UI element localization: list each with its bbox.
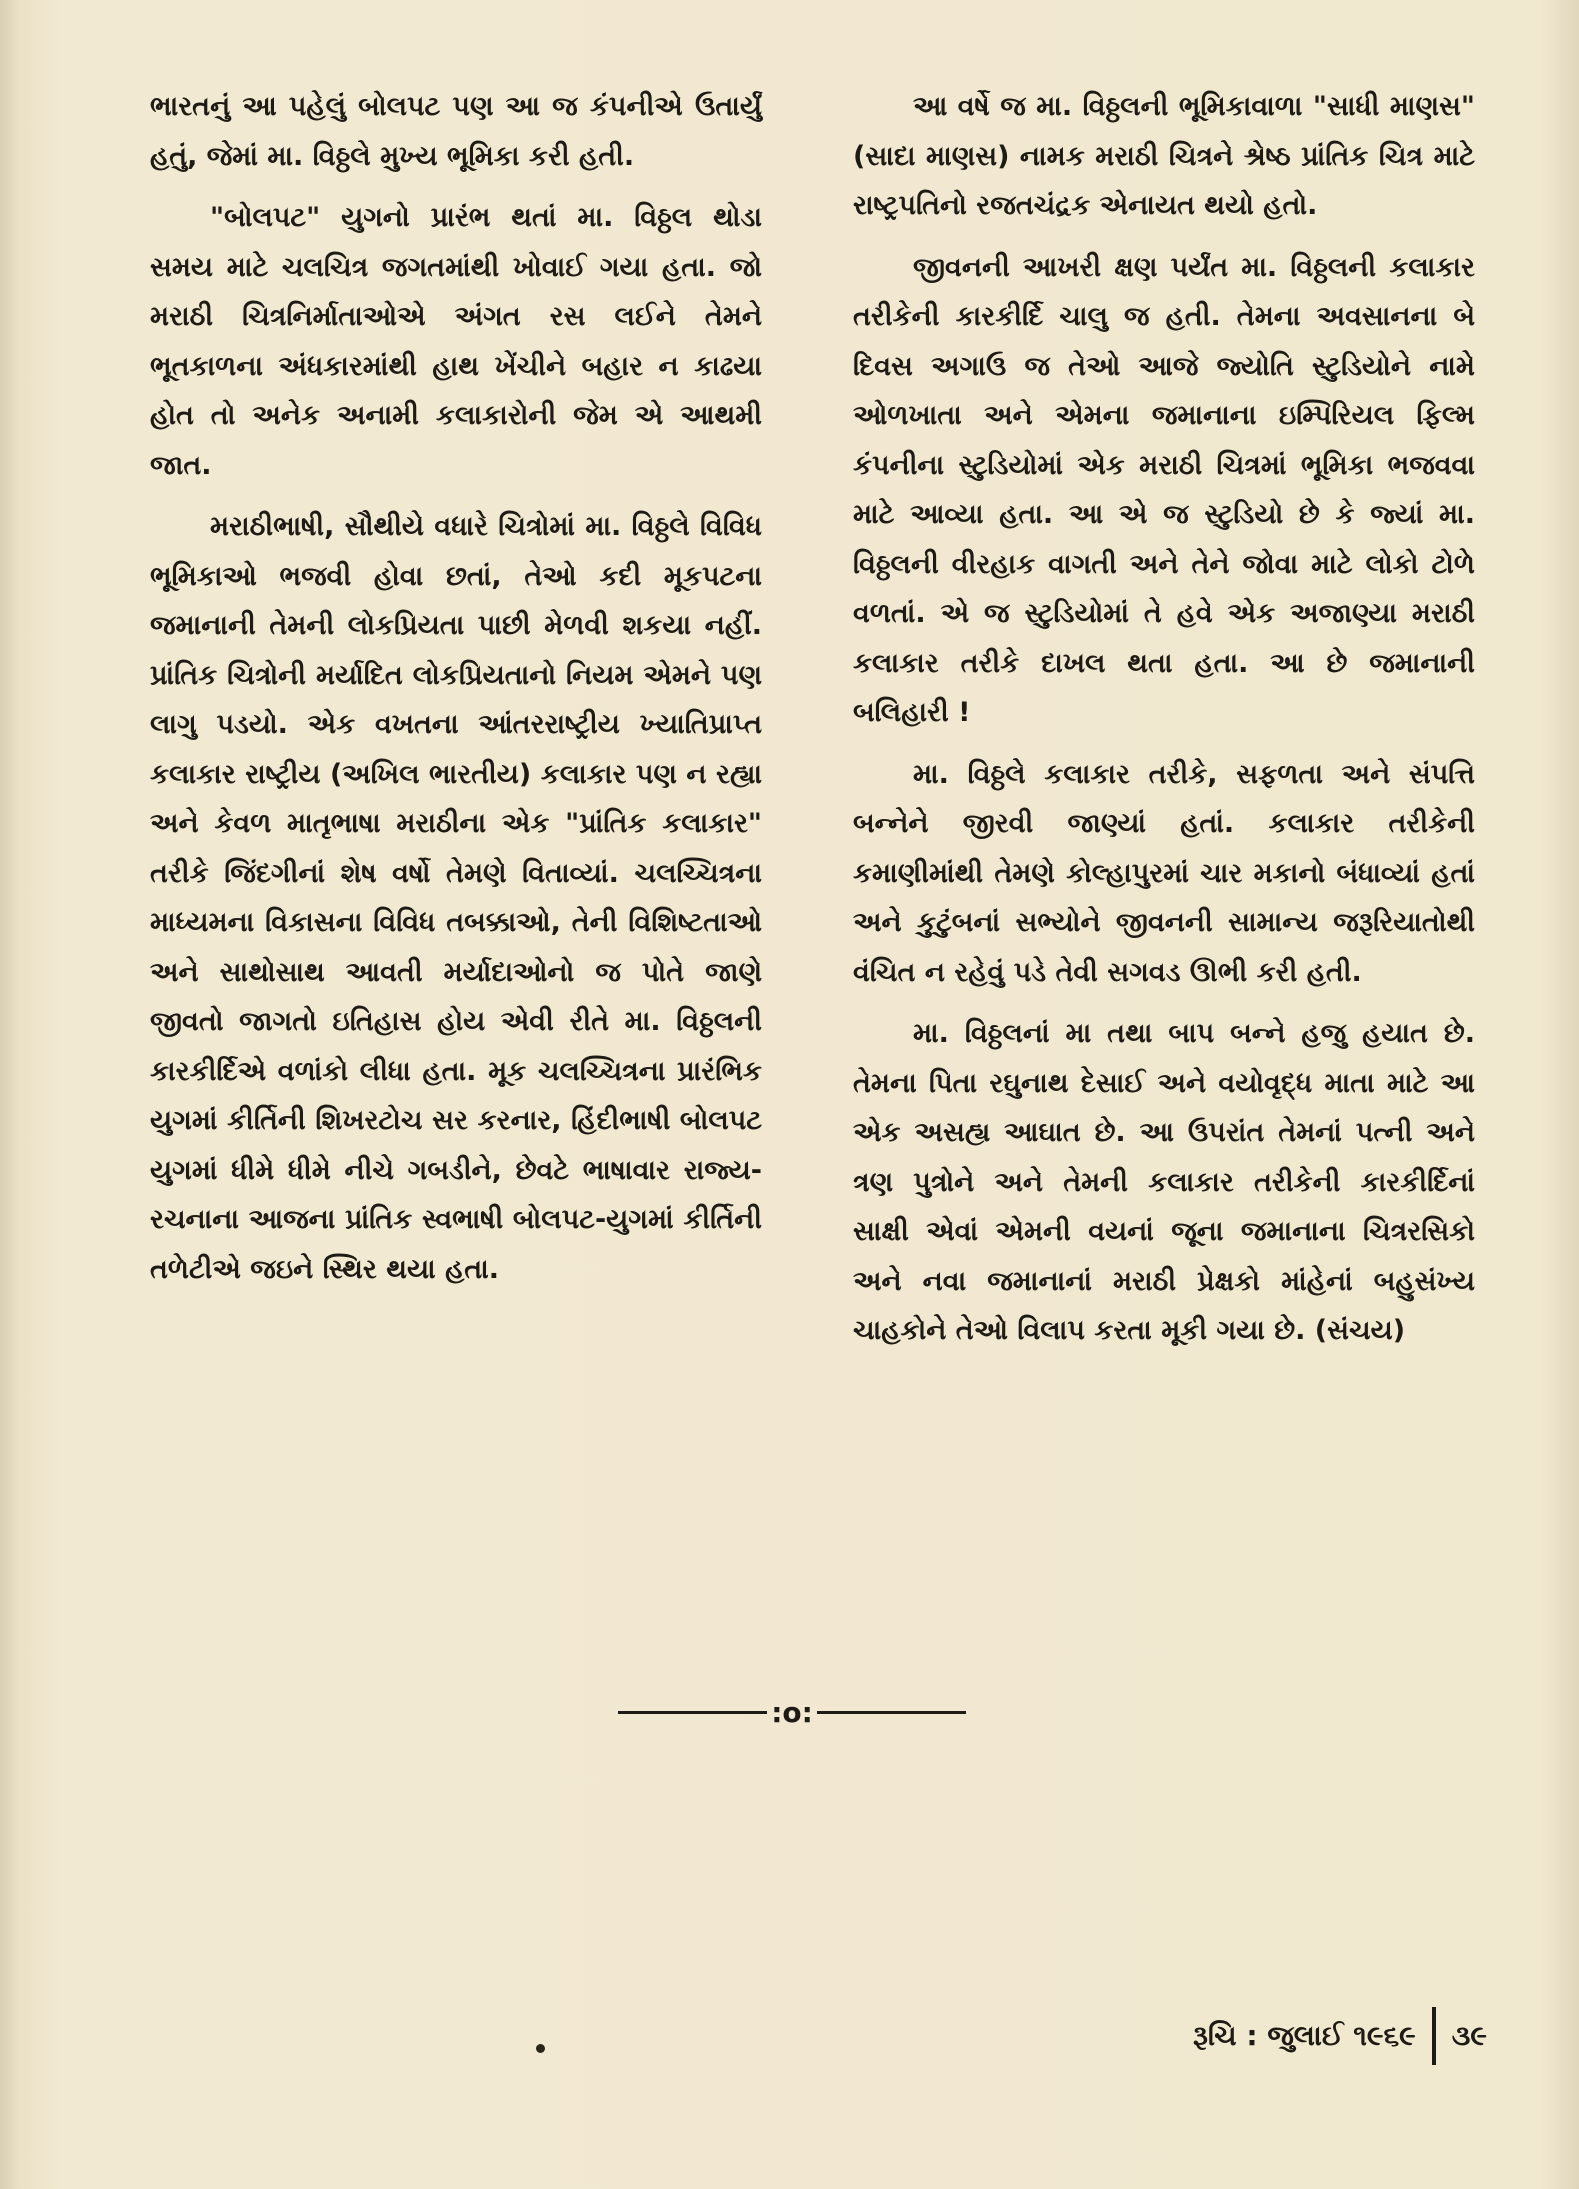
left-column [150,82,762,1306]
ink-speck [536,2044,545,2053]
divider-mark: :o: [771,1695,813,1729]
divider-line-right [817,1711,966,1714]
paragraph: મરાઠીભાષી, સૌથીયે વધારે ચિત્રોમાં મા. વિઠ્ઠલે વિવિધ ભૂમિકાઓ ભજવી હોવા છતાં, તેઓ કદી મૂકપટના જમાનાની તેમની લોકપ્રિયતા પાછી મેળવી શકયા નહીં. પ્રાંતિક ચિત્રોની મર્યાદિત લોકપ્રિયતાનો નિયમ એમને પણ લાગુ પડયો. એક વખતના આંતરરાષ્ટ્રીય ખ્યાતિપ્રાપ્ત કલાકાર રાષ્ટ્રીય (અખિલ ભારતીય) કલાકાર પણ ન રહ્યા અને કેવળ માતૃભાષા મરાઠીના એક "પ્રાંતિક કલાકાર" તરીકે જિંદગીનાં શેષ વર્ષો તેમણે વિતાવ્યાં. ચલચ્ચિત્રના માધ્યમના વિકાસના વિવિધ તબક્કાઓ, તેની વિશિષ્ટતાઓ અને સાથોસાથ આવતી મર્યાદાઓનો જ પોતે જાણે જીવતો જાગતો ઇતિહાસ હોય એવી રીતે મા. વિઠ્ઠલની કારકીર્દિએ વળાંકો લીધા હતા. મૂક ચલચ્ચિત્રના પ્રારંભિક યુગમાં કીર્તિની શિખરટોચ સર કરનાર, હિંદીભાષી બોલપટ યુગમાં ધીમે ધીમે નીચે ગબડીને, છેવટે ભાષાવાર રાજ્ય-રચનાના આજના પ્રાંતિક સ્વભાષી બોલપટ-યુગમાં કીર્તિની તળેટીએ જઇને સ્થિર થયા હતા. [150,511,762,1285]
section-divider [618,1692,966,1732]
paragraph: ભારતનું આ પહેલું બોલપટ પણ આ જ કંપનીએ ઉતાર્યું હતું, જેમાં મા. વિઠ્ઠલે મુખ્ય ભૂમિકા કરી હતી. [150,91,762,172]
paragraph: મા. વિઠ્ઠલનાં મા તથા બાપ બન્ને હજુ હયાત છે. તેમના પિતા રઘુનાથ દેસાઈ અને વયોવૃદ્ધ માતા માટે આ એક અસહ્ય આઘાત છે. આ ઉપરાંત તેમનાં પત્ની અને ત્રણ પુત્રોને અને તેમની કલાકાર તરીકેની કારકીર્દિનાં સાક્ષી એવાં એમની વયનાં જૂના જમાનાના ચિત્રરસિકો અને નવા જમાનાનાં મરાઠી પ્રેક્ષકો માંહેનાં બહુસંખ્ય ચાહકોને તેઓ વિલાપ કરતા મૂકી ગયા છે. (સંચય) [853,1018,1475,1346]
issue-label: રૂચિ : જુલાઈ ૧૯૬૯ [1193,2019,1416,2052]
divider-line-left [618,1711,767,1714]
right-column [853,82,1475,1368]
page-number: ૩૯ [1451,2019,1487,2052]
paragraph: મા. વિઠ્ઠલે કલાકાર તરીકે, સફળતા અને સંપત્તિ બન્નેને જીરવી જાણ્યાં હતાં. કલાકાર તરીકેની કમાણીમાંથી તેમણે કોલ્હાપુરમાં ચાર મકાનો બંધાવ્યાં હતાં અને કુટુંબનાં સભ્યોને જીવનની સામાન્ય જરૂરિયાતોથી વંચિત ન રહેવું પડે તેવી સગવડ ઊભી કરી હતી. [853,758,1475,988]
page-footer [1193,2006,1487,2066]
footer-separator [1432,2007,1436,2065]
paragraph: જીવનની આખરી ક્ષણ પર્યંત મા. વિઠ્ઠલની કલાકાર તરીકેની કારકીર્દિ ચાલુ જ હતી. તેમના અવસાનના બે દિવસ અગાઉ જ તેઓ આજે જ્યોતિ સ્ટુડિયોને નામે ઓળખાતા અને એમના જમાનાના ઇમ્પિરિયલ ફિલ્મ કંપનીના સ્ટુડિયોમાં એક મરાઠી ચિત્રમાં ભૂમિકા ભજવવા માટે આવ્યા હતા. આ એ જ સ્ટુડિયો છે કે જ્યાં મા. વિઠ્ઠલની વીરહાક વાગતી અને તેને જોવા માટે લોકો ટોળે વળતાં. એ જ સ્ટુડિયોમાં તે હવે એક અજાણ્યા મરાઠી કલાકાર તરીકે દાખલ થતા હતા. આ છે જમાનાની બલિહારી ! [853,251,1475,728]
paragraph: "બોલપટ" યુગનો પ્રારંભ થતાં મા. વિઠ્ઠલ થોડા સમય માટે ચલચિત્ર જગતમાંથી ખોવાઈ ગયા હતા. જો મરાઠી ચિત્રનિર્માતાઓએ અંગત રસ લઈને તેમને ભૂતકાળના અંધકારમાંથી હાથ ખેંચીને બહાર ન કાઢયા હોત તો અનેક અનામી કલાકારોની જેમ એ આથમી જાત. [150,202,762,481]
paragraph: આ વર્ષે જ મા. વિઠ્ઠલની ભૂમિકાવાળા "સાધી માણસ" (સાદા માણસ) નામક મરાઠી ચિત્રને શ્રેષ્ઠ પ્રાંતિક ચિત્ર માટે રાષ્ટ્રપતિનો રજતચંદ્રક એનાયત થયો હતો. [853,91,1475,221]
